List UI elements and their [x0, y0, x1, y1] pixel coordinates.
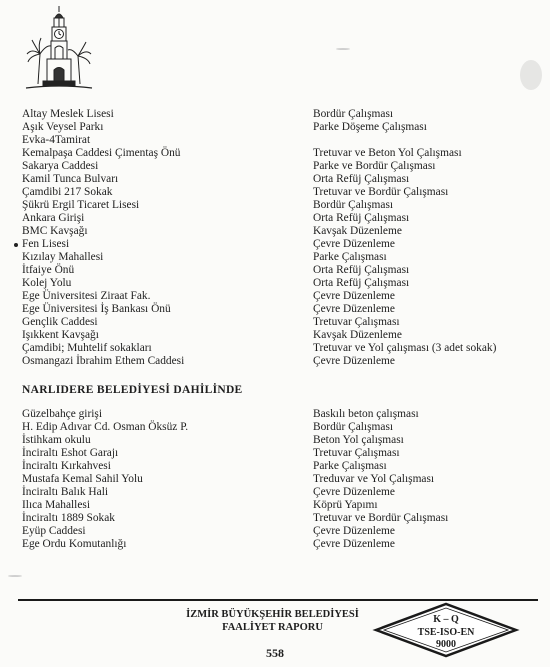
work-cell: Treduvar ve Yol Çalışması — [313, 473, 435, 485]
work-cell: Parke Çalışması — [313, 460, 387, 472]
work-cell: Çevre Düzenleme — [313, 486, 395, 498]
location-cell: Kolej Yolu — [22, 277, 72, 289]
location-cell: Ilıca Mahallesi — [22, 499, 90, 511]
page-number: 558 — [266, 646, 284, 660]
work-cell: Çevre Düzenleme — [313, 290, 395, 302]
work-cell: Parke Çalışması — [313, 251, 387, 263]
footer-divider — [18, 599, 538, 601]
location-cell: Ege Üniversitesi Ziraat Fak. — [22, 290, 151, 302]
location-cell: Çamdibi 217 Sokak — [22, 186, 113, 198]
work-cell: Tretuvar ve Bordür Çalışması — [313, 186, 449, 198]
location-cell: Evka-4Tamirat — [22, 134, 91, 146]
work-cell: Kavşak Düzenleme — [313, 329, 402, 341]
location-cell: Ege Üniversitesi İş Bankası Önü — [22, 303, 171, 315]
work-cell: Tretuvar Çalışması — [313, 316, 400, 328]
work-cell: Parke ve Bordür Çalışması — [313, 160, 436, 172]
work-cell: Tretuvar ve Bordür Çalışması — [313, 512, 449, 524]
location-cell: Şükrü Ergil Ticaret Lisesi — [22, 199, 140, 211]
location-cell: Altay Meslek Lisesi — [22, 108, 114, 120]
work-cell: Orta Refüj Çalışması — [313, 264, 410, 276]
section-heading: NARLIDERE BELEDİYESİ DAHİLİNDE — [22, 384, 243, 396]
location-cell: Ankara Girişi — [22, 212, 85, 224]
work-cell: Çevre Düzenleme — [313, 538, 395, 550]
location-cell: İnciraltı Kırkahvesi — [22, 460, 111, 472]
work-cell: Bordür Çalışması — [313, 421, 394, 433]
work-cell: Kavşak Düzenleme — [313, 225, 402, 237]
certification-line-2: TSE-ISO-EN — [417, 627, 475, 638]
scan-mark — [336, 48, 350, 50]
work-cell: Bordür Çalışması — [313, 108, 394, 120]
work-cell: Orta Refüj Çalışması — [313, 277, 410, 289]
work-cell: Bordür Çalışması — [313, 199, 394, 211]
location-cell: İnciraltı 1889 Sokak — [22, 512, 116, 524]
location-cell: Osmangazi İbrahim Ethem Caddesi — [22, 355, 185, 367]
work-cell: Çevre Düzenleme — [313, 303, 395, 315]
location-cell: İtfaiye Önü — [22, 264, 75, 276]
work-cell: Köprü Yapımı — [313, 499, 378, 511]
location-cell: H. Edip Adıvar Cd. Osman Öksüz P. — [22, 421, 189, 433]
work-cell: Parke Döşeme Çalışması — [313, 121, 427, 133]
location-cell: Eyüp Caddesi — [22, 525, 86, 537]
location-cell: Mustafa Kemal Sahil Yolu — [22, 473, 143, 485]
location-cell: İnciraltı Balık Hali — [22, 486, 109, 498]
work-cell: Çevre Düzenleme — [313, 238, 395, 250]
work-cell: Tretuvar ve Beton Yol Çalışması — [313, 147, 462, 159]
certification-line-1: K – Q — [433, 614, 459, 625]
work-cell: Orta Refüj Çalışması — [313, 212, 410, 224]
scan-mark — [8, 575, 22, 577]
work-cell: Orta Refüj Çalışması — [313, 173, 410, 185]
work-cell: Tretuvar ve Yol çalışması (3 adet sokak) — [313, 342, 497, 354]
location-cell: Güzelbahçe girişi — [22, 408, 103, 420]
location-cell: BMC Kavşağı — [22, 225, 88, 237]
location-cell: Ege Ordu Komutanlığı — [22, 538, 127, 550]
izmir-clock-tower-logo-icon — [24, 4, 94, 94]
location-cell: Aşık Veysel Parkı — [22, 121, 104, 133]
certification-line-3: 9000 — [436, 639, 456, 650]
work-cell: Beton Yol çalışması — [313, 434, 404, 446]
location-cell: Sakarya Caddesi — [22, 160, 99, 172]
margin-dot — [14, 243, 18, 247]
footer-organization: İZMİR BÜYÜKŞEHİR BELEDİYESİ — [186, 609, 359, 620]
location-cell: Çamdibi; Muhtelif sokakları — [22, 342, 152, 354]
location-cell: Gençlik Caddesi — [22, 316, 98, 328]
work-cell: Çevre Düzenleme — [313, 525, 395, 537]
location-cell: Fen Lisesi — [22, 238, 70, 250]
location-cell: Kamil Tunca Bulvarı — [22, 173, 119, 185]
location-cell: Kemalpaşa Caddesi Çimentaş Önü — [22, 147, 181, 159]
location-cell: Kızılay Mahallesi — [22, 251, 104, 263]
location-cell: İnciraltı Eshot Garajı — [22, 447, 119, 459]
footer-report-title: FAALİYET RAPORU — [222, 622, 323, 633]
work-cell: Tretuvar Çalışması — [313, 447, 400, 459]
work-cell: Çevre Düzenleme — [313, 355, 395, 367]
location-cell: İstihkam okulu — [22, 434, 91, 446]
location-cell: Işıkkent Kavşağı — [22, 329, 99, 341]
scan-mark — [520, 60, 542, 90]
work-cell: Baskılı beton çalışması — [313, 408, 419, 420]
